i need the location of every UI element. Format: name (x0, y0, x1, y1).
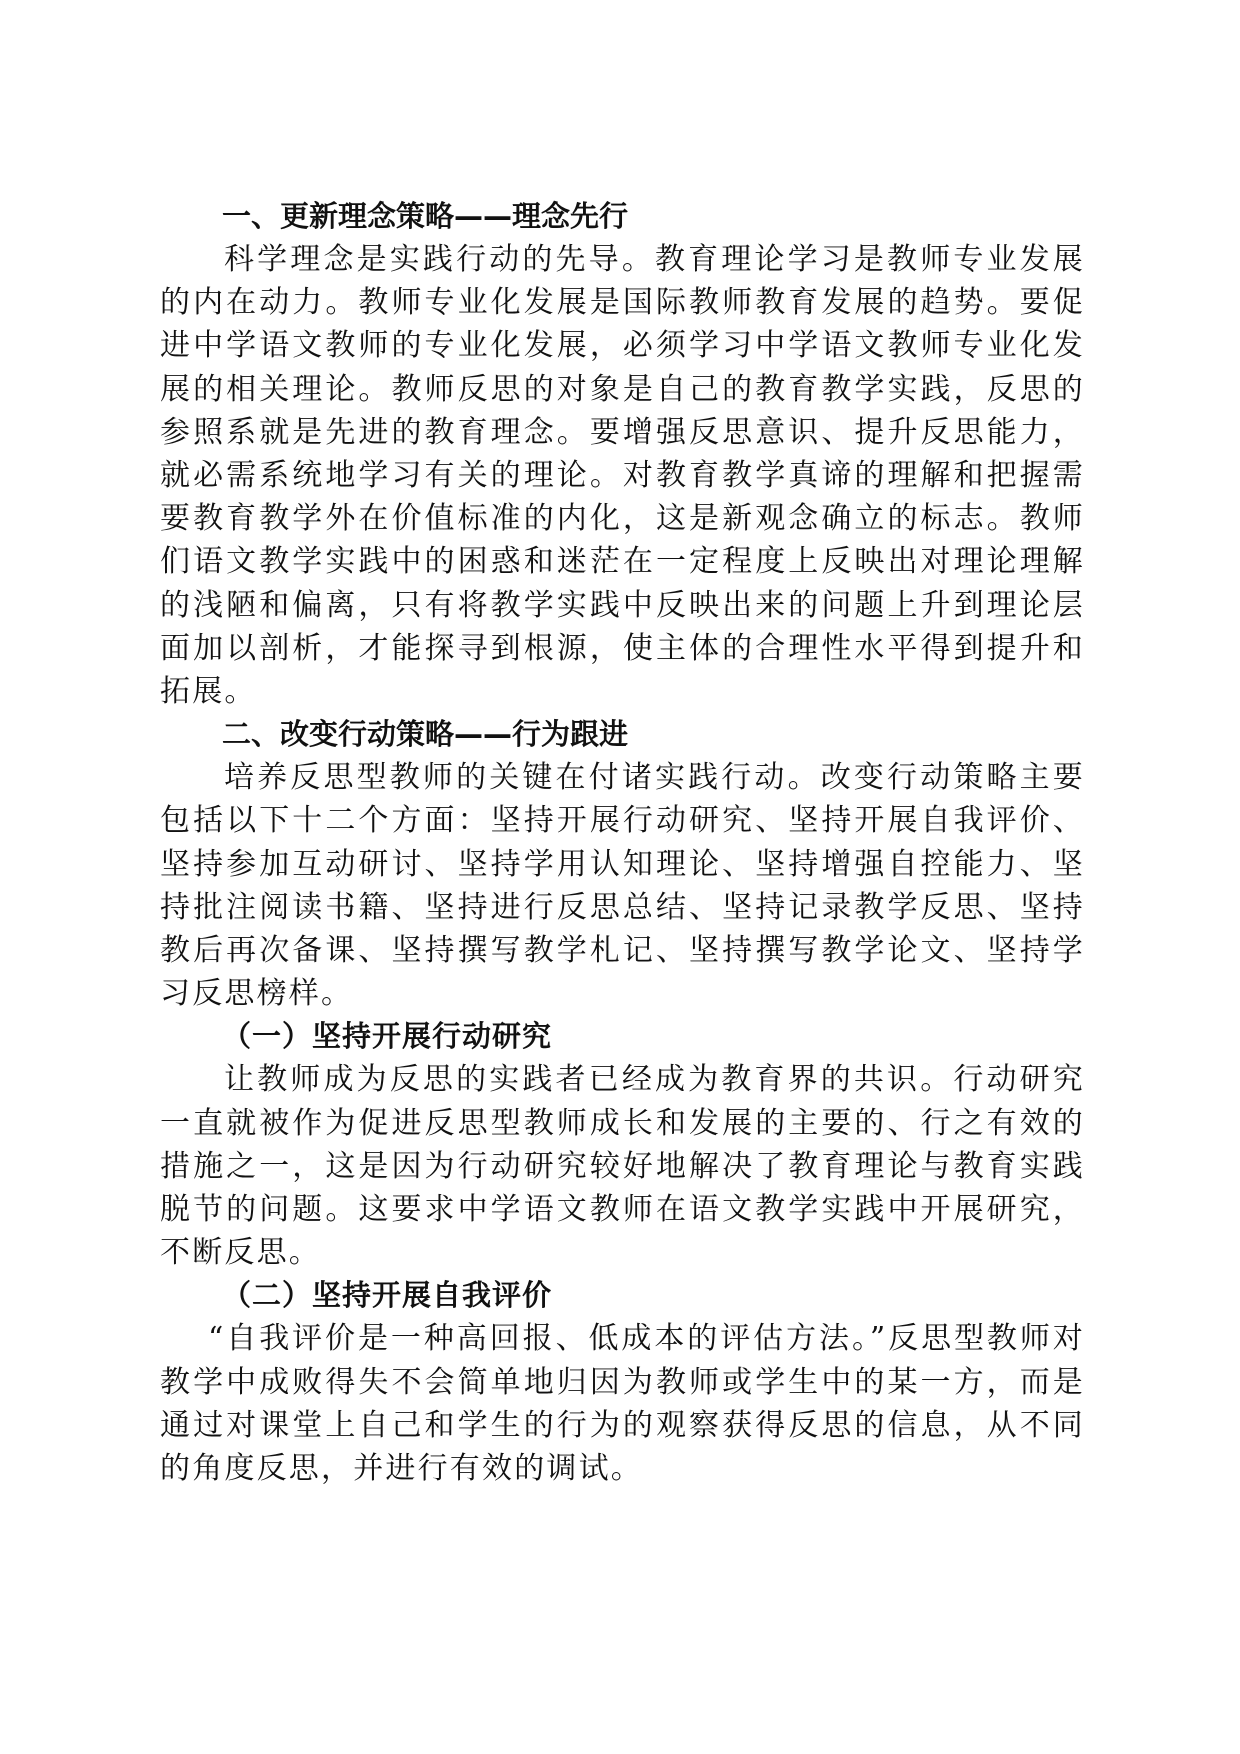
section-1-paragraph: 科学理念是实践行动的先导。教育理论学习是教师专业发展的内在动力。教师专业化发展是国际教师教育发展的趋势。要促进中学语文教师的专业化发展，必须学习中学语文教师专业化发展的相关理论。教师反思的对象是自己的教育教学实践，反思的参照系就是先进的教育理念。要增强反思意识、提升反思能力，就必需系统地学习有关的理论。对教育教学真谛的理解和把握需要教育教学外在价值标准的内化，这是新观念确立的标志。教师们语文教学实践中的困惑和迷茫在一定程度上反映出对理论理解的浅陋和偏离，只有将教学实践中反映出来的问题上升到理论层面加以剖析，才能探寻到根源，使主体的合理性水平得到提升和拓展。 (160, 242, 1085, 710)
subsection-1-heading: （一）坚持开展行动研究 (222, 1019, 553, 1054)
subsection-2-heading: （二）坚持开展自我评价 (222, 1278, 553, 1313)
section-1-heading: 一、更新理念策略——理念先行 (222, 199, 629, 233)
document-page (160, 195, 1085, 1490)
section-2-heading: 二、改变行动策略——行为跟进 (222, 717, 629, 752)
section-2-paragraph: 培养反思型教师的关键在付诸实践行动。改变行动策略主要包括以下十二个方面：坚持开展行动研究、坚持开展自我评价、坚持参加互动研讨、坚持学用认知理论、坚持增强自控能力、坚持批注阅读书籍、坚持进行反思总结、坚持记录教学反思、坚持教后再次备课、坚持撰写教学札记、坚持撰写教学论文、坚持学习反思榜样。 (160, 760, 1085, 1012)
subsection-1-paragraph: 让教师成为反思的实践者已经成为教育界的共识。行动研究一直就被作为促进反思型教师成长和发展的主要的、行之有效的措施之一，这是因为行动研究较好地解决了教育理论与教育实践脱节的问题。这要求中学语文教师在语文教学实践中开展研究，不断反思。 (160, 1062, 1085, 1271)
subsection-2-paragraph: “自我评价是一种高回报、低成本的评估方法。”反思型教师对教学中成败得失不会简单地归因为教师或学生中的某一方，而是通过对课堂上自己和学生的行为的观察获得反思的信息，从不同的角度反思，并进行有效的调试。 (160, 1321, 1085, 1487)
